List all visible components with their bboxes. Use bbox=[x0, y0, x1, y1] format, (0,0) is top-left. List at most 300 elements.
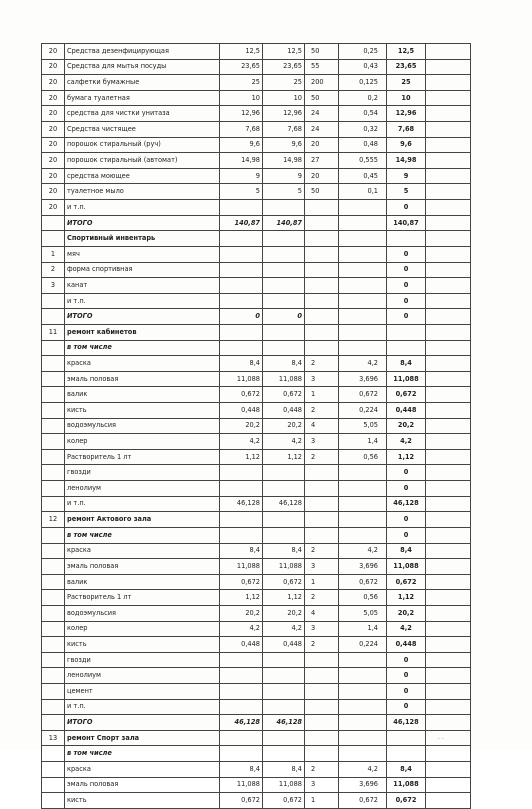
amount-a-cell: 8,4 bbox=[220, 762, 263, 778]
unit-price-cell: 0,2 bbox=[339, 90, 387, 106]
item-name-cell: краска bbox=[65, 356, 220, 372]
quantity-cell bbox=[305, 481, 339, 497]
row-number-cell bbox=[42, 309, 65, 325]
amount-a-cell bbox=[220, 668, 263, 684]
amount-b-cell bbox=[263, 324, 305, 340]
amount-b-cell: 0,448 bbox=[263, 637, 305, 653]
item-name-cell: ИТОГО bbox=[65, 215, 220, 231]
row-number-cell bbox=[42, 621, 65, 637]
table-row bbox=[42, 730, 471, 746]
extra-cell bbox=[426, 730, 471, 746]
amount-a-cell bbox=[220, 512, 263, 528]
table-row bbox=[42, 762, 471, 778]
row-number-cell bbox=[42, 652, 65, 668]
quantity-cell bbox=[305, 699, 339, 715]
item-name-cell: кисть bbox=[65, 637, 220, 653]
extra-cell bbox=[426, 309, 471, 325]
quantity-cell bbox=[305, 730, 339, 746]
amount-a-cell bbox=[220, 746, 263, 762]
row-number-cell: 3 bbox=[42, 278, 65, 294]
table-row bbox=[42, 637, 471, 653]
quantity-cell: 3 bbox=[305, 371, 339, 387]
item-name-cell: и т.п. bbox=[65, 200, 220, 216]
amount-b-cell bbox=[263, 683, 305, 699]
quantity-cell: 2 bbox=[305, 543, 339, 559]
row-number-cell: 13 bbox=[42, 730, 65, 746]
table-row bbox=[42, 231, 471, 247]
row-number-cell bbox=[42, 762, 65, 778]
quantity-cell bbox=[305, 246, 339, 262]
unit-price-cell: 4,2 bbox=[339, 356, 387, 372]
quantity-cell bbox=[305, 683, 339, 699]
item-name-cell: колер bbox=[65, 621, 220, 637]
extra-cell bbox=[426, 293, 471, 309]
unit-price-cell bbox=[339, 324, 387, 340]
scan-specks: · · bbox=[438, 736, 444, 743]
amount-b-cell: 8,4 bbox=[263, 762, 305, 778]
item-name-cell: форма спортивная bbox=[65, 262, 220, 278]
amount-a-cell: 11,088 bbox=[220, 559, 263, 575]
unit-price-cell: 4,2 bbox=[339, 762, 387, 778]
row-number-cell: 20 bbox=[42, 59, 65, 75]
quantity-cell: 2 bbox=[305, 356, 339, 372]
amount-b-cell: 14,98 bbox=[263, 153, 305, 169]
quantity-cell: 2 bbox=[305, 637, 339, 653]
amount-b-cell bbox=[263, 231, 305, 247]
item-name-cell: и т.п. bbox=[65, 496, 220, 512]
row-number-cell bbox=[42, 465, 65, 481]
amount-a-cell bbox=[220, 481, 263, 497]
unit-price-cell bbox=[339, 293, 387, 309]
amount-b-cell: 0,672 bbox=[263, 793, 305, 809]
unit-price-cell bbox=[339, 481, 387, 497]
quantity-cell: 24 bbox=[305, 122, 339, 138]
amount-a-cell: 0 bbox=[220, 309, 263, 325]
row-number-cell bbox=[42, 793, 65, 809]
total-cell: 10 bbox=[387, 90, 426, 106]
table-row bbox=[42, 527, 471, 543]
amount-b-cell: 11,088 bbox=[263, 371, 305, 387]
amount-b-cell bbox=[263, 246, 305, 262]
total-cell: 8,4 bbox=[387, 543, 426, 559]
item-name-cell: эмаль половая bbox=[65, 559, 220, 575]
unit-price-cell: 3,696 bbox=[339, 559, 387, 575]
table-row bbox=[42, 777, 471, 793]
total-cell: 0,672 bbox=[387, 574, 426, 590]
amount-b-cell bbox=[263, 293, 305, 309]
quantity-cell bbox=[305, 746, 339, 762]
unit-price-cell: 0,56 bbox=[339, 590, 387, 606]
item-name-cell: канат bbox=[65, 278, 220, 294]
row-number-cell: 2 bbox=[42, 262, 65, 278]
extra-cell bbox=[426, 324, 471, 340]
table-row bbox=[42, 153, 471, 169]
unit-price-cell bbox=[339, 340, 387, 356]
extra-cell bbox=[426, 512, 471, 528]
table-row bbox=[42, 590, 471, 606]
row-number-cell: 20 bbox=[42, 200, 65, 216]
table-row bbox=[42, 75, 471, 91]
total-cell: 0 bbox=[387, 481, 426, 497]
quantity-cell bbox=[305, 496, 339, 512]
quantity-cell: 50 bbox=[305, 184, 339, 200]
item-name-cell: в том числе bbox=[65, 746, 220, 762]
amount-a-cell bbox=[220, 699, 263, 715]
total-cell bbox=[387, 340, 426, 356]
table-row bbox=[42, 184, 471, 200]
row-number-cell bbox=[42, 527, 65, 543]
total-cell: 11,088 bbox=[387, 777, 426, 793]
quantity-cell bbox=[305, 715, 339, 731]
extra-cell bbox=[426, 403, 471, 419]
unit-price-cell bbox=[339, 730, 387, 746]
table-row bbox=[42, 746, 471, 762]
amount-a-cell: 46,128 bbox=[220, 496, 263, 512]
row-number-cell bbox=[42, 387, 65, 403]
extra-cell bbox=[426, 215, 471, 231]
amount-a-cell bbox=[220, 340, 263, 356]
table-row bbox=[42, 512, 471, 528]
table-row bbox=[42, 309, 471, 325]
table-row bbox=[42, 434, 471, 450]
amount-a-cell bbox=[220, 231, 263, 247]
total-cell: 0 bbox=[387, 246, 426, 262]
extra-cell bbox=[426, 44, 471, 60]
table-row bbox=[42, 278, 471, 294]
amount-b-cell: 4,2 bbox=[263, 621, 305, 637]
extra-cell bbox=[426, 652, 471, 668]
row-number-cell bbox=[42, 496, 65, 512]
unit-price-cell: 0,25 bbox=[339, 44, 387, 60]
extra-cell bbox=[426, 449, 471, 465]
row-number-cell: 11 bbox=[42, 324, 65, 340]
total-cell: 46,128 bbox=[387, 715, 426, 731]
total-cell bbox=[387, 730, 426, 746]
unit-price-cell: 1,4 bbox=[339, 434, 387, 450]
amount-b-cell: 12,96 bbox=[263, 106, 305, 122]
unit-price-cell: 0,672 bbox=[339, 574, 387, 590]
quantity-cell bbox=[305, 231, 339, 247]
item-name-cell: средства для чистки унитаза bbox=[65, 106, 220, 122]
extra-cell bbox=[426, 153, 471, 169]
unit-price-cell: 0,555 bbox=[339, 153, 387, 169]
unit-price-cell bbox=[339, 278, 387, 294]
unit-price-cell: 4,2 bbox=[339, 543, 387, 559]
unit-price-cell bbox=[339, 652, 387, 668]
quantity-cell: 200 bbox=[305, 75, 339, 91]
amount-b-cell bbox=[263, 262, 305, 278]
quantity-cell: 3 bbox=[305, 559, 339, 575]
total-cell: 0 bbox=[387, 527, 426, 543]
extra-cell bbox=[426, 371, 471, 387]
extra-cell bbox=[426, 590, 471, 606]
row-number-cell bbox=[42, 340, 65, 356]
table-row bbox=[42, 200, 471, 216]
unit-price-cell bbox=[339, 309, 387, 325]
table-row bbox=[42, 387, 471, 403]
quantity-cell: 2 bbox=[305, 449, 339, 465]
quantity-cell: 20 bbox=[305, 137, 339, 153]
amount-b-cell bbox=[263, 278, 305, 294]
row-number-cell bbox=[42, 371, 65, 387]
total-cell: 4,2 bbox=[387, 434, 426, 450]
row-number-cell bbox=[42, 746, 65, 762]
total-cell: 0 bbox=[387, 293, 426, 309]
extra-cell bbox=[426, 481, 471, 497]
extra-cell bbox=[426, 246, 471, 262]
extra-cell bbox=[426, 543, 471, 559]
amount-a-cell bbox=[220, 652, 263, 668]
total-cell: 0 bbox=[387, 309, 426, 325]
quantity-cell: 1 bbox=[305, 387, 339, 403]
item-name-cell: гвозди bbox=[65, 465, 220, 481]
amount-b-cell: 5 bbox=[263, 184, 305, 200]
item-name-cell: в том числе bbox=[65, 340, 220, 356]
amount-b-cell bbox=[263, 746, 305, 762]
amount-b-cell: 20,2 bbox=[263, 418, 305, 434]
quantity-cell: 2 bbox=[305, 762, 339, 778]
unit-price-cell bbox=[339, 715, 387, 731]
unit-price-cell bbox=[339, 465, 387, 481]
total-cell: 8,4 bbox=[387, 356, 426, 372]
row-number-cell bbox=[42, 637, 65, 653]
table-row bbox=[42, 262, 471, 278]
amount-b-cell: 11,088 bbox=[263, 777, 305, 793]
item-name-cell: порошок стиральный (автомат) bbox=[65, 153, 220, 169]
amount-a-cell: 12,5 bbox=[220, 44, 263, 60]
extra-cell bbox=[426, 621, 471, 637]
item-name-cell: Растворитель 1 лт bbox=[65, 590, 220, 606]
row-number-cell: 20 bbox=[42, 122, 65, 138]
item-name-cell: средства моющее bbox=[65, 168, 220, 184]
item-name-cell: ленолиум bbox=[65, 481, 220, 497]
row-number-cell bbox=[42, 231, 65, 247]
amount-a-cell: 0,672 bbox=[220, 387, 263, 403]
amount-b-cell bbox=[263, 340, 305, 356]
amount-b-cell: 25 bbox=[263, 75, 305, 91]
row-number-cell: 20 bbox=[42, 90, 65, 106]
quantity-cell: 3 bbox=[305, 621, 339, 637]
quantity-cell: 50 bbox=[305, 44, 339, 60]
row-number-cell bbox=[42, 715, 65, 731]
unit-price-cell bbox=[339, 683, 387, 699]
total-cell bbox=[387, 746, 426, 762]
item-name-cell: салфетки бумажные bbox=[65, 75, 220, 91]
total-cell: 25 bbox=[387, 75, 426, 91]
amount-a-cell: 5 bbox=[220, 184, 263, 200]
amount-b-cell: 9,6 bbox=[263, 137, 305, 153]
total-cell: 0,672 bbox=[387, 387, 426, 403]
table-row bbox=[42, 574, 471, 590]
unit-price-cell bbox=[339, 512, 387, 528]
amount-b-cell: 1,12 bbox=[263, 449, 305, 465]
amount-a-cell: 8,4 bbox=[220, 356, 263, 372]
unit-price-cell: 5,05 bbox=[339, 605, 387, 621]
row-number-cell bbox=[42, 574, 65, 590]
total-cell bbox=[387, 231, 426, 247]
row-number-cell bbox=[42, 668, 65, 684]
unit-price-cell: 0,56 bbox=[339, 449, 387, 465]
table-row bbox=[42, 122, 471, 138]
quantity-cell bbox=[305, 340, 339, 356]
total-cell: 0 bbox=[387, 699, 426, 715]
amount-a-cell: 9,6 bbox=[220, 137, 263, 153]
extra-cell bbox=[426, 231, 471, 247]
table-row bbox=[42, 246, 471, 262]
amount-a-cell: 0,672 bbox=[220, 574, 263, 590]
amount-a-cell: 20,2 bbox=[220, 605, 263, 621]
amount-a-cell: 46,128 bbox=[220, 715, 263, 731]
item-name-cell: эмаль половая bbox=[65, 371, 220, 387]
total-cell: 0 bbox=[387, 652, 426, 668]
amount-b-cell: 12,5 bbox=[263, 44, 305, 60]
amount-a-cell: 14,98 bbox=[220, 153, 263, 169]
unit-price-cell bbox=[339, 215, 387, 231]
amount-a-cell: 7,68 bbox=[220, 122, 263, 138]
table-row bbox=[42, 293, 471, 309]
total-cell: 0,448 bbox=[387, 403, 426, 419]
table-body bbox=[42, 44, 471, 809]
extra-cell bbox=[426, 465, 471, 481]
item-name-cell: Средства дезенфицирующая bbox=[65, 44, 220, 60]
extra-cell bbox=[426, 699, 471, 715]
amount-a-cell: 4,2 bbox=[220, 621, 263, 637]
amount-a-cell: 140,87 bbox=[220, 215, 263, 231]
table-row bbox=[42, 465, 471, 481]
total-cell: 8,4 bbox=[387, 762, 426, 778]
row-number-cell bbox=[42, 403, 65, 419]
amount-b-cell: 20,2 bbox=[263, 605, 305, 621]
total-cell: 20,2 bbox=[387, 605, 426, 621]
extra-cell bbox=[426, 356, 471, 372]
extra-cell bbox=[426, 746, 471, 762]
quantity-cell bbox=[305, 309, 339, 325]
extra-cell bbox=[426, 168, 471, 184]
amount-a-cell: 0,448 bbox=[220, 403, 263, 419]
item-name-cell: и т.п. bbox=[65, 293, 220, 309]
table-row bbox=[42, 418, 471, 434]
amount-a-cell: 4,2 bbox=[220, 434, 263, 450]
row-number-cell: 20 bbox=[42, 153, 65, 169]
item-name-cell: валик bbox=[65, 387, 220, 403]
row-number-cell: 20 bbox=[42, 75, 65, 91]
quantity-cell: 2 bbox=[305, 403, 339, 419]
table-row bbox=[42, 605, 471, 621]
extra-cell bbox=[426, 559, 471, 575]
row-number-cell bbox=[42, 543, 65, 559]
table-row bbox=[42, 215, 471, 231]
total-cell: 11,088 bbox=[387, 559, 426, 575]
item-name-cell: в том числе bbox=[65, 527, 220, 543]
unit-price-cell: 1,4 bbox=[339, 621, 387, 637]
extra-cell bbox=[426, 496, 471, 512]
row-number-cell bbox=[42, 481, 65, 497]
amount-b-cell bbox=[263, 730, 305, 746]
amount-a-cell: 12,96 bbox=[220, 106, 263, 122]
quantity-cell bbox=[305, 465, 339, 481]
row-number-cell: 20 bbox=[42, 106, 65, 122]
unit-price-cell bbox=[339, 262, 387, 278]
total-cell: 0,448 bbox=[387, 637, 426, 653]
row-number-cell bbox=[42, 777, 65, 793]
item-name-cell: ИТОГО bbox=[65, 715, 220, 731]
total-cell bbox=[387, 324, 426, 340]
total-cell: 0 bbox=[387, 512, 426, 528]
table-row bbox=[42, 137, 471, 153]
row-number-cell bbox=[42, 356, 65, 372]
extra-cell bbox=[426, 605, 471, 621]
extra-cell bbox=[426, 668, 471, 684]
amount-a-cell bbox=[220, 278, 263, 294]
table-row bbox=[42, 715, 471, 731]
row-number-cell bbox=[42, 683, 65, 699]
amount-b-cell bbox=[263, 527, 305, 543]
item-name-cell: ремонт Актового зала bbox=[65, 512, 220, 528]
item-name-cell: эмаль половая bbox=[65, 777, 220, 793]
amount-b-cell: 0,672 bbox=[263, 387, 305, 403]
amount-a-cell: 0,672 bbox=[220, 793, 263, 809]
extra-cell bbox=[426, 762, 471, 778]
quantity-cell: 3 bbox=[305, 777, 339, 793]
item-name-cell: ремонт Спорт зала bbox=[65, 730, 220, 746]
total-cell: 23,65 bbox=[387, 59, 426, 75]
amount-b-cell: 0,448 bbox=[263, 403, 305, 419]
table-row bbox=[42, 793, 471, 809]
amount-a-cell bbox=[220, 683, 263, 699]
row-number-cell bbox=[42, 418, 65, 434]
amount-a-cell bbox=[220, 324, 263, 340]
item-name-cell: и т.п. bbox=[65, 699, 220, 715]
item-name-cell: Средства для мытья посуды bbox=[65, 59, 220, 75]
quantity-cell bbox=[305, 293, 339, 309]
total-cell: 20,2 bbox=[387, 418, 426, 434]
unit-price-cell: 3,696 bbox=[339, 777, 387, 793]
unit-price-cell: 0,48 bbox=[339, 137, 387, 153]
amount-b-cell: 7,68 bbox=[263, 122, 305, 138]
total-cell: 0 bbox=[387, 262, 426, 278]
item-name-cell: бумага туалетная bbox=[65, 90, 220, 106]
row-number-cell bbox=[42, 293, 65, 309]
unit-price-cell bbox=[339, 527, 387, 543]
table-row bbox=[42, 559, 471, 575]
amount-a-cell: 11,088 bbox=[220, 777, 263, 793]
quantity-cell: 1 bbox=[305, 574, 339, 590]
row-number-cell: 20 bbox=[42, 168, 65, 184]
unit-price-cell bbox=[339, 231, 387, 247]
table-row bbox=[42, 356, 471, 372]
extra-cell bbox=[426, 75, 471, 91]
item-name-cell: водоэмульсия bbox=[65, 418, 220, 434]
unit-price-cell: 0,224 bbox=[339, 403, 387, 419]
item-name-cell: водоэмульсия bbox=[65, 605, 220, 621]
item-name-cell: порошок стиральный (руч) bbox=[65, 137, 220, 153]
table-row bbox=[42, 481, 471, 497]
unit-price-cell: 0,125 bbox=[339, 75, 387, 91]
amount-b-cell bbox=[263, 652, 305, 668]
row-number-cell bbox=[42, 605, 65, 621]
amount-a-cell: 9 bbox=[220, 168, 263, 184]
item-name-cell: Растворитель 1 лт bbox=[65, 449, 220, 465]
extra-cell bbox=[426, 793, 471, 809]
amount-b-cell bbox=[263, 481, 305, 497]
total-cell: 12,5 bbox=[387, 44, 426, 60]
amount-b-cell: 11,088 bbox=[263, 559, 305, 575]
extra-cell bbox=[426, 90, 471, 106]
total-cell: 0,672 bbox=[387, 793, 426, 809]
total-cell: 0 bbox=[387, 200, 426, 216]
unit-price-cell: 3,696 bbox=[339, 371, 387, 387]
amount-a-cell bbox=[220, 527, 263, 543]
